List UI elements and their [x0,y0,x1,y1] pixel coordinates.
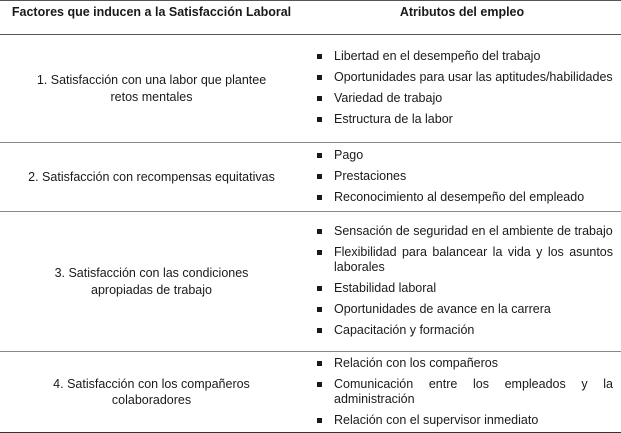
list-item: Variedad de trabajo [317,91,613,106]
list-item: Estabilidad laboral [317,281,613,296]
square-bullet-icon [317,75,322,80]
square-bullet-icon [317,117,322,122]
header-factors: Factores que inducen a la Satisfacción Laboral [0,1,303,35]
list-item: Pago [317,148,613,163]
list-item: Comunicación entre los empleados y la administración [317,377,613,407]
table-row [0,352,621,433]
square-bullet-icon [317,328,322,333]
list-item: Prestaciones [317,169,613,184]
list-item: Capacitación y formación [317,323,613,338]
list-item: Libertad en el desempeño del trabajo [317,49,613,64]
list-item: Relación con los compañeros [317,356,613,371]
attributes-list [303,221,621,342]
factor-text: 2. Satisfacción con recompensas equitativas [28,169,275,184]
table-row [0,35,621,143]
list-item: Reconocimiento al desempeño del empleado [317,190,613,205]
table-header-row [0,1,621,35]
factor-cell [0,212,303,352]
square-bullet-icon [317,286,322,291]
square-bullet-icon [317,307,322,312]
square-bullet-icon [317,229,322,234]
list-item: Relación con el supervisor inmediato [317,413,613,428]
square-bullet-icon [317,153,322,158]
attributes-list [303,353,621,432]
attributes-cell [303,143,621,212]
square-bullet-icon [317,418,322,423]
table-row [0,212,621,352]
factor-cell [0,352,303,433]
square-bullet-icon [317,96,322,101]
square-bullet-icon [317,361,322,366]
attributes-cell [303,352,621,433]
list-item: Oportunidades para usar las aptitudes/habilidades [317,70,613,85]
attributes-cell [303,35,621,143]
attributes-cell [303,212,621,352]
list-item: Oportunidades de avance en la carrera [317,302,613,317]
header-attributes: Atributos del empleo [303,1,621,35]
factor-text: 1. Satisfacción con una labor que plantee retos mentales [36,73,267,104]
square-bullet-icon [317,195,322,200]
square-bullet-icon [317,54,322,59]
square-bullet-icon [317,174,322,179]
factor-text: 4. Satisfacción con los compañeros colaboradores [53,376,250,407]
list-item: Flexibilidad para balancear la vida y los asuntos laborales [317,245,613,275]
factor-cell [0,35,303,143]
list-item: Estructura de la labor [317,112,613,127]
attributes-list [303,145,621,209]
table-row [0,143,621,212]
square-bullet-icon [317,250,322,255]
factor-cell [0,143,303,212]
factor-text: 3. Satisfacción con las condiciones apropiadas de trabajo [54,266,249,297]
attributes-list [303,46,621,131]
list-item: Sensación de seguridad en el ambiente de trabajo [317,224,613,239]
square-bullet-icon [317,382,322,387]
